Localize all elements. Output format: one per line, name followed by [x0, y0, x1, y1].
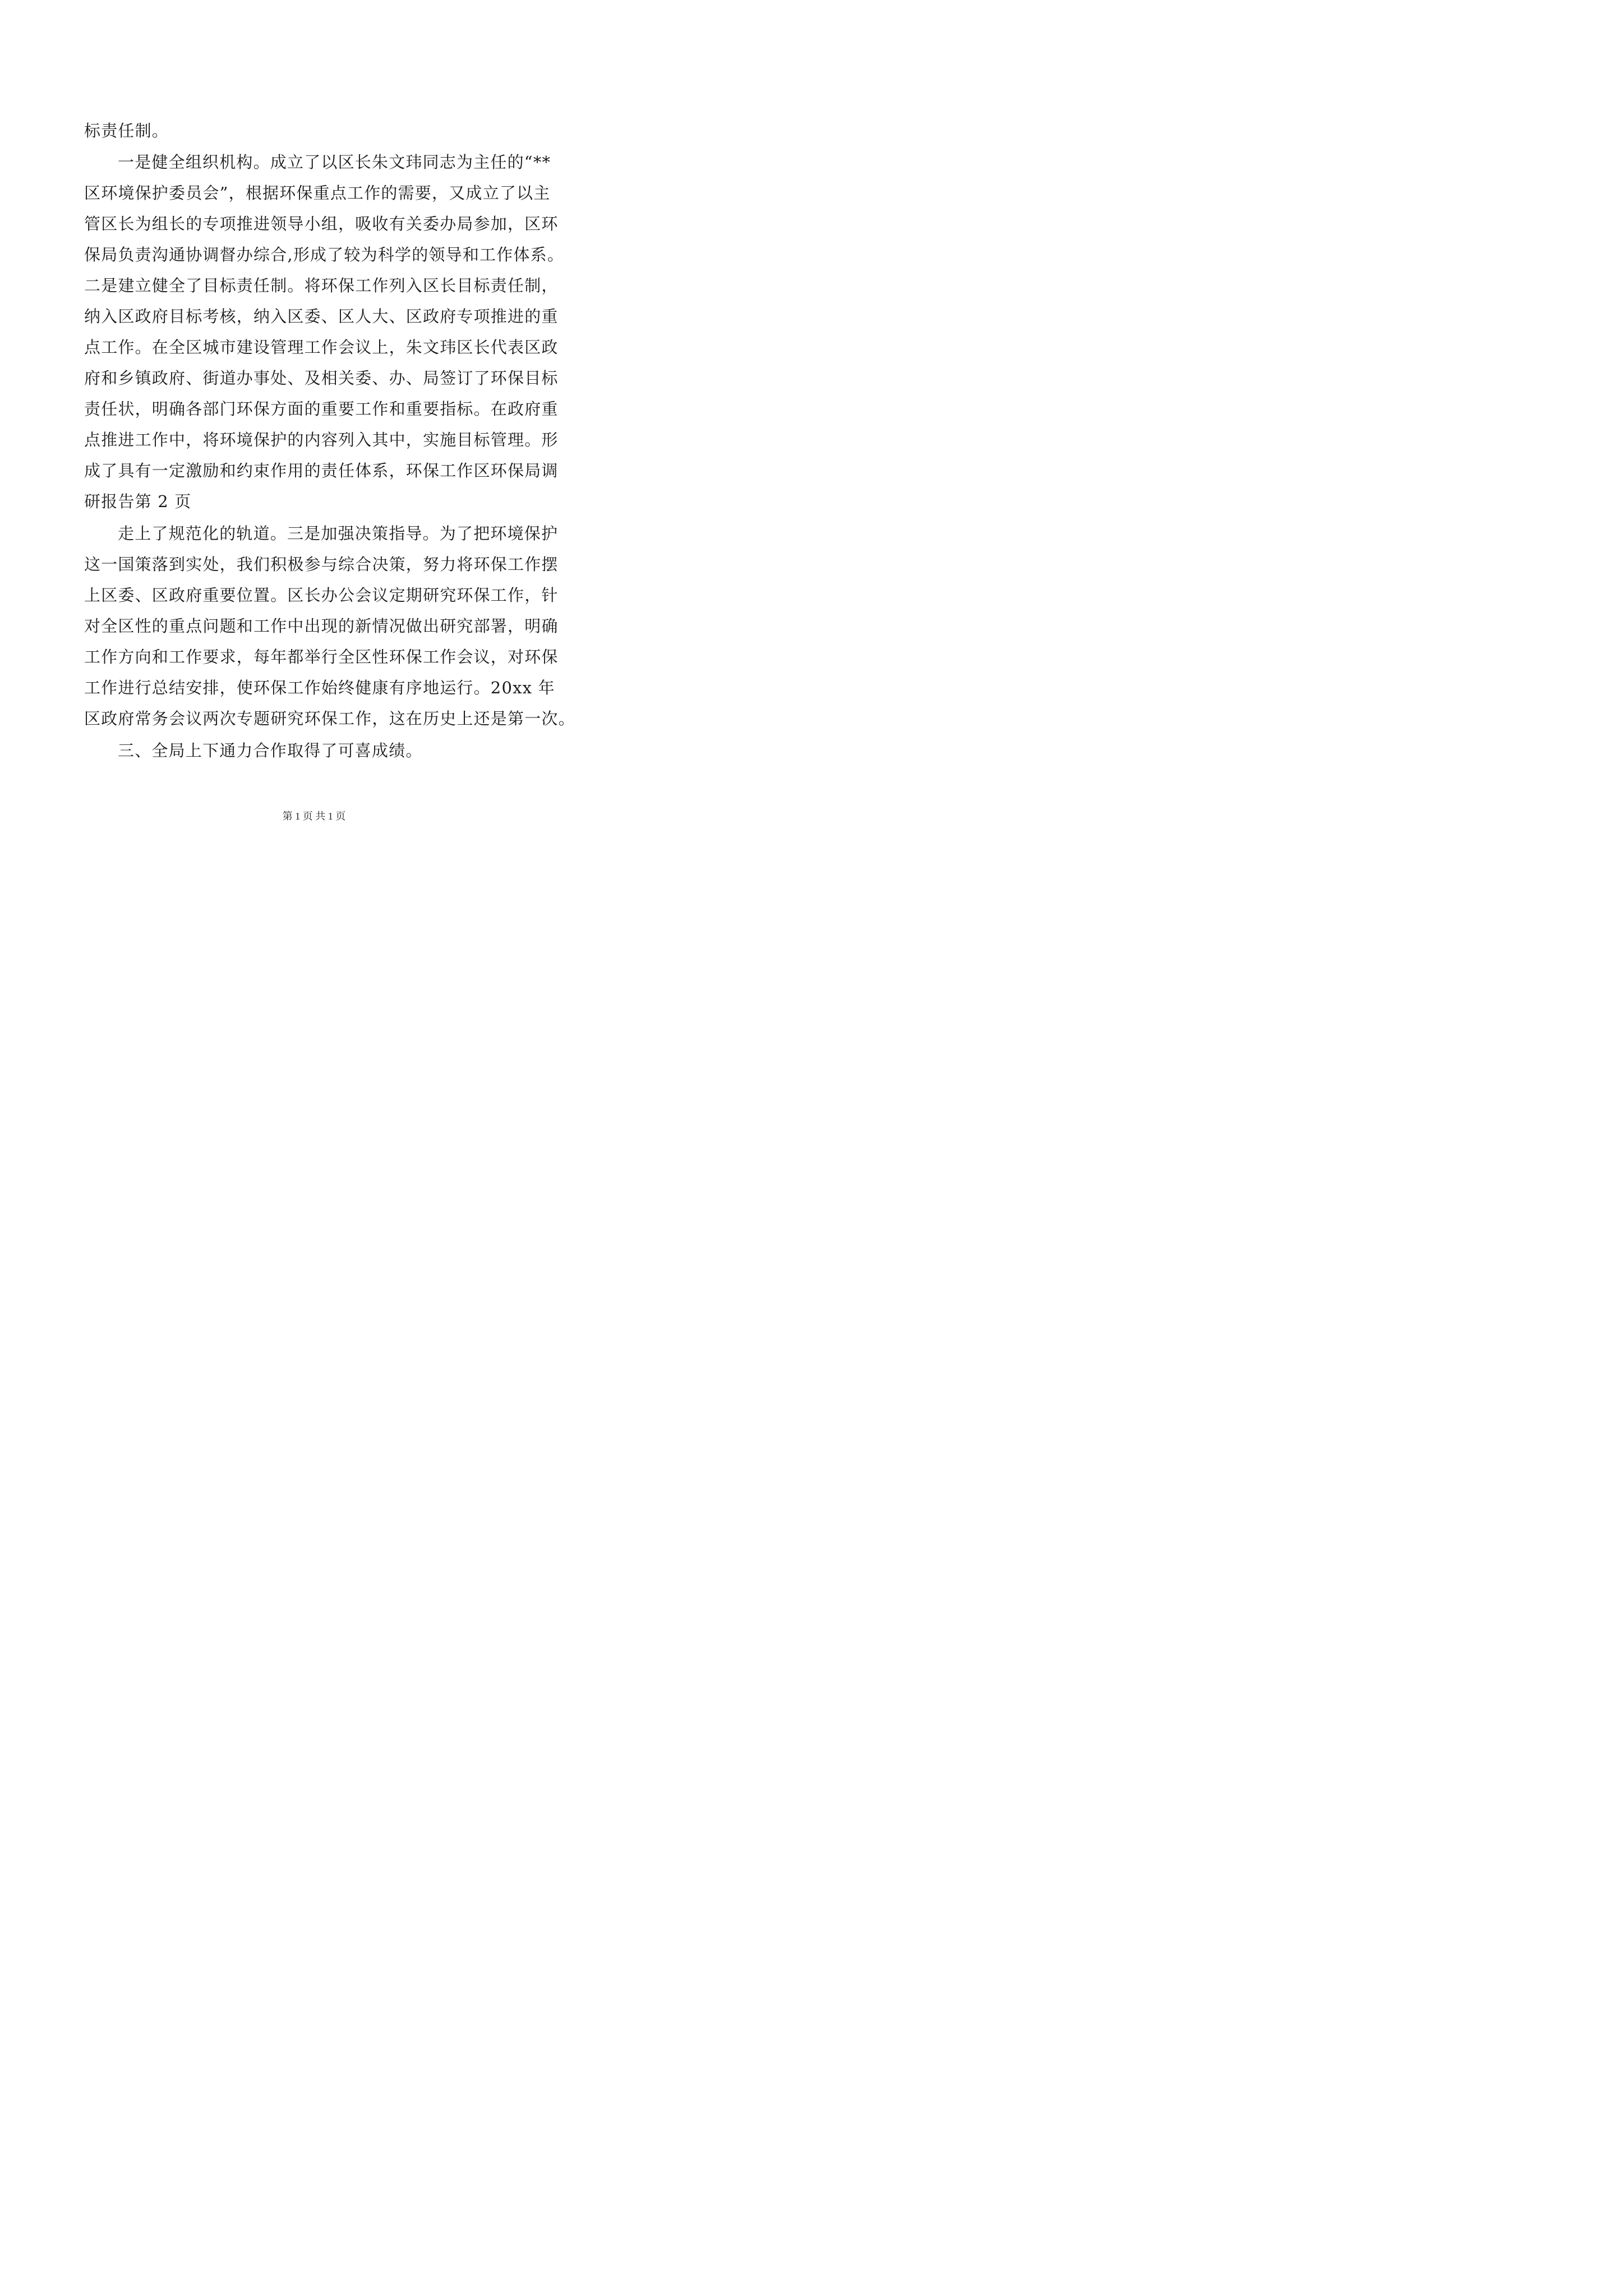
paragraph-line: 成了具有一定激励和约束作用的责任体系，环保工作区环保局调 — [84, 461, 559, 480]
paragraph-line: 走上了规范化的轨道。三是加强决策指导。为了把环境保护 — [118, 524, 559, 543]
paragraph-line: 管区长为组长的专项推进领导小组，吸收有关委办局参加，区环 — [84, 214, 559, 233]
paragraph-line: 这一国策落到实处，我们积极参与综合决策，努力将环保工作摆 — [84, 555, 559, 574]
paragraph-line: 对全区性的重点问题和工作中出现的新情况做出研究部署，明确 — [84, 616, 559, 636]
document-page — [0, 0, 628, 889]
paragraph-line: 区政府常务会议两次专题研究环保工作，这在历史上还是第一次。 — [84, 709, 575, 728]
paragraph-line: 责任状，明确各部门环保方面的重要工作和重要指标。在政府重 — [84, 399, 559, 418]
paragraph-line: 一是健全组织机构。成立了以区长朱文玮同志为主任的“** — [118, 153, 551, 172]
paragraph-line: 二是建立健全了目标责任制。将环保工作列入区长目标责任制， — [84, 276, 559, 295]
paragraph-line: 府和乡镇政府、街道办事处、及相关委、办、局签订了环保目标 — [84, 369, 559, 388]
paragraph-line: 点工作。在全区城市建设管理工作会议上，朱文玮区长代表区政 — [84, 338, 559, 357]
page-number-footer: 第 1 页 共 1 页 — [282, 811, 346, 822]
paragraph-line: 点推进工作中，将环境保护的内容列入其中，实施目标管理。形 — [84, 430, 559, 449]
paragraph-line: 纳入区政府目标考核，纳入区委、区人大、区政府专项推进的重 — [84, 307, 559, 326]
paragraph-line: 保局负责沟通协调督办综合,形成了较为科学的领导和工作体系。 — [84, 245, 565, 264]
paragraph-line: 上区委、区政府重要位置。区长办公会议定期研究环保工作，针 — [84, 586, 559, 605]
paragraph-line: 工作方向和工作要求，每年都举行全区性环保工作会议，对环保 — [84, 647, 559, 666]
paragraph-line: 标责任制。 — [84, 121, 169, 140]
paragraph-line: 工作进行总结安排，使环保工作始终健康有序地运行。20xx 年 — [84, 678, 555, 697]
paragraph-line: 研报告第 2 页 — [84, 492, 192, 511]
paragraph-line: 区环境保护委员会”，根据环保重点工作的需要，又成立了以主 — [84, 183, 551, 203]
paragraph-line: 三、全局上下通力合作取得了可喜成绩。 — [118, 741, 423, 760]
